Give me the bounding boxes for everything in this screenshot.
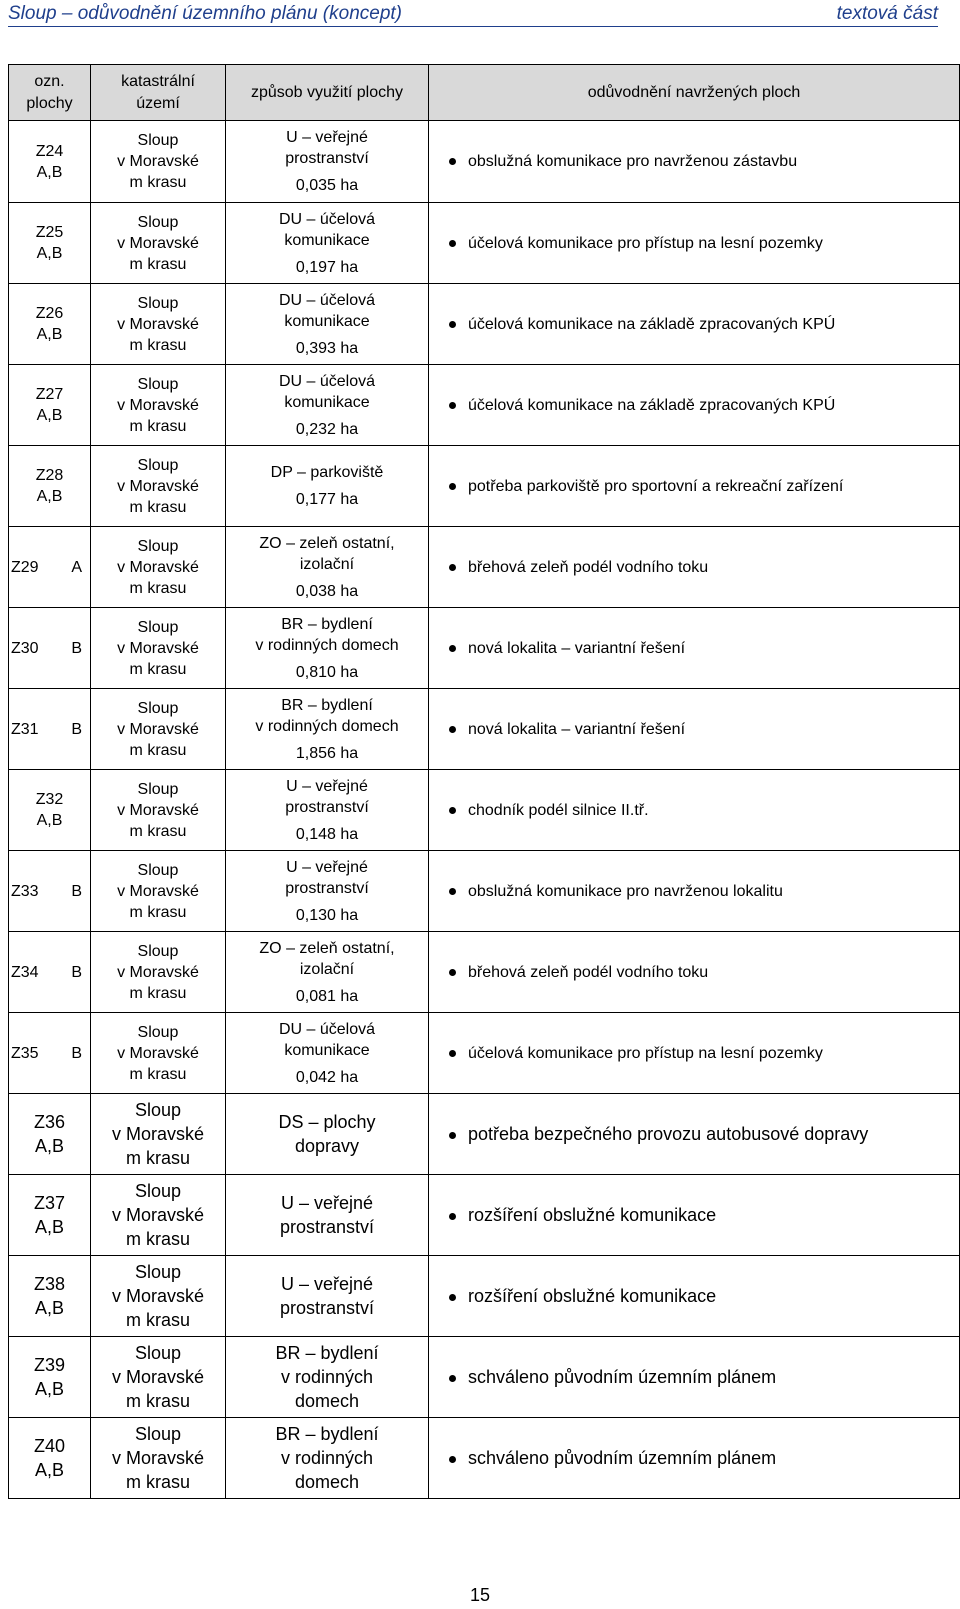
- code-label: Z25 A,B: [35, 224, 64, 262]
- bullet-icon: [449, 240, 456, 247]
- bullet-icon: [449, 1132, 456, 1139]
- area-value: 0,081 ha: [295, 987, 359, 1005]
- code-label: Z28 A,B: [35, 467, 64, 505]
- bullet-icon: [449, 321, 456, 328]
- cell-land-use: [226, 1094, 429, 1175]
- cell-code: [9, 1094, 91, 1175]
- land-use-label: BR – bydlení v rodinných domech: [275, 1343, 379, 1411]
- bullet-icon: [449, 1050, 456, 1057]
- cell-cadastre: Sloup v Moravské m krasu: [91, 527, 226, 608]
- cell-code: [9, 689, 91, 770]
- cell-code: [9, 365, 91, 446]
- area-value: 0,232 ha: [295, 420, 359, 438]
- col-header-justification: odůvodnění navržených ploch: [429, 65, 960, 121]
- code-label: Z33: [11, 882, 39, 900]
- table-row: [9, 365, 960, 446]
- land-use-label: BR – bydlení v rodinných domech: [275, 1424, 379, 1492]
- variant-label: B: [71, 1044, 82, 1062]
- code-label: Z30: [11, 639, 39, 657]
- col-header-use: způsob využití plochy: [226, 65, 429, 121]
- justification-text: obslužná komunikace pro navrženou zástavbu: [468, 153, 798, 170]
- code-label: Z31: [11, 720, 39, 738]
- justification-text: nová lokalita – variantní řešení: [468, 720, 686, 738]
- variant-label: B: [71, 882, 82, 900]
- table-row: [9, 1418, 960, 1499]
- table-row: [9, 1013, 960, 1094]
- code-label: Z35: [11, 1044, 39, 1062]
- justification-text: chodník podél silnice II.tř.: [468, 801, 649, 819]
- table-row: [9, 203, 960, 284]
- variant-label: A: [71, 558, 82, 576]
- bullet-icon: [449, 807, 456, 814]
- land-use-label: DS – plochy dopravy: [278, 1112, 376, 1156]
- cell-land-use: [226, 365, 429, 446]
- area-value: 0,810 ha: [295, 663, 359, 681]
- col-header-cadastre-label: katastrální území: [121, 72, 195, 112]
- table-row: [9, 1256, 960, 1337]
- cell-cadastre: Sloup v Moravské m krasu: [91, 1013, 226, 1094]
- cell-code: [9, 608, 91, 689]
- cell-justification: [429, 770, 960, 851]
- code-label: Z26 A,B: [35, 305, 64, 343]
- col-header-code: [9, 65, 91, 121]
- justification-text: účelová komunikace pro přístup na lesní pozemky: [468, 1044, 823, 1062]
- cell-land-use: [226, 121, 429, 203]
- table-header-row: [9, 65, 960, 121]
- bullet-icon: [449, 888, 456, 895]
- cell-cadastre: Sloup v Moravské m krasu: [91, 203, 226, 284]
- land-use-label: ZO – zeleň ostatní, izolační: [259, 534, 395, 573]
- code-label: Z40 A,B: [33, 1436, 66, 1480]
- code-label: Z32 A,B: [35, 791, 64, 829]
- cell-justification: [429, 284, 960, 365]
- cell-justification: [429, 932, 960, 1013]
- justification-text: schváleno původním územním plánem: [468, 1448, 777, 1468]
- cell-code: [9, 284, 91, 365]
- code-label: Z29: [11, 558, 39, 576]
- cell-land-use: [226, 527, 429, 608]
- cell-code: [9, 1256, 91, 1337]
- area-value: 0,042 ha: [295, 1068, 359, 1086]
- table-row: [9, 689, 960, 770]
- cell-justification: [429, 1175, 960, 1256]
- section-label: textová část: [836, 3, 938, 24]
- cell-land-use: [226, 608, 429, 689]
- justification-text: účelová komunikace pro přístup na lesní pozemky: [468, 234, 823, 252]
- cell-code: [9, 203, 91, 284]
- cell-land-use: [226, 1175, 429, 1256]
- land-use-label: ZO – zeleň ostatní, izolační: [259, 939, 395, 978]
- justification-text: rozšíření obslužné komunikace: [468, 1205, 717, 1225]
- cell-justification: [429, 689, 960, 770]
- justification-text: účelová komunikace na základě zpracovaných KPÚ: [468, 315, 836, 333]
- code-label: Z34: [11, 963, 39, 981]
- document-title: Sloup – odůvodnění územního plánu (koncept): [8, 3, 402, 24]
- cell-justification: [429, 446, 960, 527]
- bullet-icon: [449, 1375, 456, 1382]
- cell-code: [9, 851, 91, 932]
- cell-cadastre: Sloup v Moravské m krasu: [91, 1094, 226, 1175]
- justification-text: schváleno původním územním plánem: [468, 1367, 777, 1387]
- cell-cadastre: Sloup v Moravské m krasu: [91, 1337, 226, 1418]
- cell-cadastre: Sloup v Moravské m krasu: [91, 932, 226, 1013]
- cell-cadastre: Sloup v Moravské m krasu: [91, 1256, 226, 1337]
- table-row: [9, 608, 960, 689]
- bullet-icon: [449, 1456, 456, 1463]
- land-use-label: BR – bydlení v rodinných domech: [255, 696, 399, 735]
- area-value: 0,148 ha: [295, 825, 359, 843]
- cell-code: [9, 527, 91, 608]
- justification-text: břehová zeleň podél vodního toku: [468, 558, 709, 576]
- table-row: [9, 121, 960, 203]
- cell-cadastre: Sloup v Moravské m krasu: [91, 608, 226, 689]
- cell-cadastre: Sloup v Moravské m krasu: [91, 121, 226, 203]
- cell-justification: [429, 1337, 960, 1418]
- justification-text: břehová zeleň podél vodního toku: [468, 963, 709, 981]
- page-number: 15: [469, 1585, 491, 1605]
- bullet-icon: [449, 483, 456, 490]
- bullet-icon: [449, 1294, 456, 1301]
- table-row: [9, 770, 960, 851]
- land-use-label: DU – účelová komunikace: [278, 291, 376, 330]
- cell-cadastre: Sloup v Moravské m krasu: [91, 770, 226, 851]
- cell-code: [9, 1418, 91, 1499]
- justification-text: nová lokalita – variantní řešení: [468, 639, 686, 657]
- table-body: [9, 121, 960, 1499]
- justification-text: rozšíření obslužné komunikace: [468, 1286, 717, 1306]
- table-row: [9, 851, 960, 932]
- cell-code: [9, 1337, 91, 1418]
- land-use-label: U – veřejné prostranství: [285, 777, 369, 816]
- justification-text: potřeba parkoviště pro sportovní a rekreační zařízení: [468, 477, 844, 495]
- land-use-label: U – veřejné prostranství: [279, 1274, 375, 1318]
- col-header-cadastre: [91, 65, 226, 121]
- land-use-label: DU – účelová komunikace: [278, 1020, 376, 1059]
- justification-text: obslužná komunikace pro navrženou lokalitu: [468, 882, 783, 900]
- table-row: [9, 527, 960, 608]
- land-use-label: DP – parkoviště: [270, 464, 384, 481]
- cell-code: [9, 770, 91, 851]
- cell-land-use: [226, 203, 429, 284]
- areas-table: [8, 64, 960, 1499]
- code-label: Z38 A,B: [33, 1274, 66, 1318]
- cell-code: [9, 1013, 91, 1094]
- running-header: [8, 2, 938, 27]
- variant-label: B: [71, 963, 82, 981]
- code-label: Z24 A,B: [35, 142, 64, 181]
- cell-land-use: [226, 851, 429, 932]
- land-use-label: U – veřejné prostranství: [285, 858, 369, 897]
- land-use-label: U – veřejné prostranství: [279, 1193, 375, 1237]
- code-label: Z36 A,B: [33, 1112, 66, 1156]
- table-row: [9, 1175, 960, 1256]
- variant-label: B: [71, 720, 82, 738]
- cell-cadastre: Sloup v Moravské m krasu: [91, 1175, 226, 1256]
- cell-land-use: [226, 446, 429, 527]
- code-label: Z39 A,B: [33, 1355, 66, 1399]
- cell-justification: [429, 527, 960, 608]
- land-use-label: BR – bydlení v rodinných domech: [255, 615, 399, 654]
- table-row: [9, 1094, 960, 1175]
- justification-text: potřeba bezpečného provozu autobusové dopravy: [468, 1124, 869, 1144]
- land-use-label: DU – účelová komunikace: [278, 210, 376, 249]
- land-use-label: U – veřejné prostranství: [285, 129, 369, 167]
- cell-justification: [429, 608, 960, 689]
- bullet-icon: [449, 158, 456, 165]
- area-value: 0,393 ha: [295, 339, 359, 357]
- cell-justification: [429, 121, 960, 203]
- area-value: 1,856 ha: [295, 744, 359, 762]
- code-label: Z37 A,B: [33, 1193, 66, 1237]
- cell-code: [9, 932, 91, 1013]
- cell-land-use: [226, 770, 429, 851]
- cell-justification: [429, 1418, 960, 1499]
- cell-code: [9, 1175, 91, 1256]
- area-value: 0,038 ha: [295, 582, 359, 600]
- bullet-icon: [449, 969, 456, 976]
- cell-land-use: [226, 1418, 429, 1499]
- cell-justification: [429, 1094, 960, 1175]
- cell-cadastre: Sloup v Moravské m krasu: [91, 284, 226, 365]
- cell-justification: [429, 365, 960, 446]
- cell-cadastre: Sloup v Moravské m krasu: [91, 446, 226, 527]
- bullet-icon: [449, 726, 456, 733]
- bullet-icon: [449, 645, 456, 652]
- area-value: 0,197 ha: [295, 258, 359, 276]
- cell-code: [9, 121, 91, 203]
- bullet-icon: [449, 402, 456, 409]
- col-header-code-label: ozn. plochy: [26, 72, 73, 112]
- table-row: [9, 1337, 960, 1418]
- cell-land-use: [226, 689, 429, 770]
- table-row: [9, 284, 960, 365]
- bullet-icon: [449, 1213, 456, 1220]
- table-row: [9, 446, 960, 527]
- area-value: 0,177 ha: [295, 491, 359, 508]
- variant-label: B: [71, 639, 82, 657]
- area-value: 0,130 ha: [295, 906, 359, 924]
- cell-land-use: [226, 1337, 429, 1418]
- area-value: 0,035 ha: [295, 177, 359, 194]
- table-row: [9, 932, 960, 1013]
- cell-justification: [429, 203, 960, 284]
- cell-land-use: [226, 1256, 429, 1337]
- cell-justification: [429, 1256, 960, 1337]
- cell-land-use: [226, 932, 429, 1013]
- code-label: Z27 A,B: [35, 386, 64, 424]
- land-use-label: DU – účelová komunikace: [278, 372, 376, 411]
- cell-cadastre: Sloup v Moravské m krasu: [91, 1418, 226, 1499]
- cell-justification: [429, 1013, 960, 1094]
- justification-text: účelová komunikace na základě zpracovaných KPÚ: [468, 396, 836, 414]
- cell-cadastre: Sloup v Moravské m krasu: [91, 689, 226, 770]
- bullet-icon: [449, 564, 456, 571]
- cell-code: [9, 446, 91, 527]
- cell-cadastre: Sloup v Moravské m krasu: [91, 851, 226, 932]
- cell-land-use: [226, 284, 429, 365]
- cell-land-use: [226, 1013, 429, 1094]
- cell-justification: [429, 851, 960, 932]
- cell-cadastre: Sloup v Moravské m krasu: [91, 365, 226, 446]
